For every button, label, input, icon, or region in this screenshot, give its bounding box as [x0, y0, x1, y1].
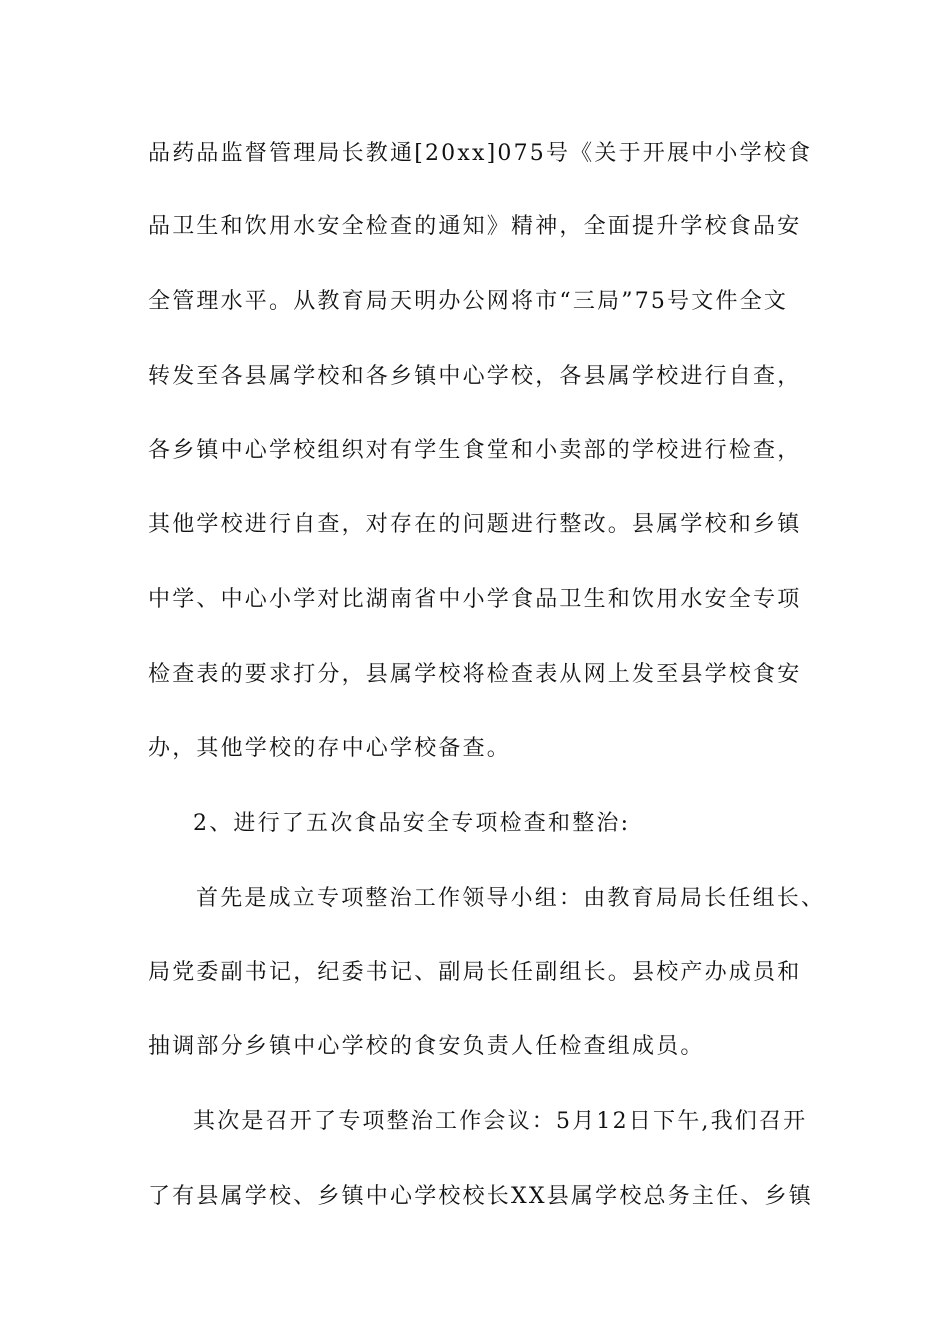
text-line-5: 各乡镇中心学校组织对有学生食堂和小卖部的学校进行检查，: [148, 438, 802, 463]
text-line-1: 品药品监督管理局长教通[20xx]075号《关于开展中小学校食: [148, 141, 813, 166]
text-line-3: 全管理水平。从教育局天明办公网将市“三局”75号文件全文: [148, 289, 789, 314]
text-line-13: 抽调部分乡镇中心学校的食安负责人任检查组成员。: [148, 1034, 705, 1059]
text-line-7: 中学、中心小学对比湖南省中小学食品卫生和饮用水安全专项: [148, 587, 802, 612]
text-line-6: 其他学校进行自查，对存在的问题进行整改。县属学校和乡镇: [148, 512, 802, 537]
text-line-11: 首先是成立专项整治工作领导小组：由教育局局长任组长、: [196, 886, 826, 911]
text-line-15: 了有县属学校、乡镇中心学校校长XX县属学校总务主任、乡镇: [148, 1184, 813, 1209]
text-line-9: 办，其他学校的存中心学校备查。: [148, 736, 512, 761]
section-heading: 2、进行了五次食品安全专项检查和整治:: [193, 811, 631, 836]
text-line-12: 局党委副书记，纪委书记、副局长任副组长。县校产办成员和: [148, 960, 802, 985]
text-line-2: 品卫生和饮用水安全检查的通知》精神，全面提升学校食品安: [148, 214, 802, 239]
text-line-8: 检查表的要求打分，县属学校将检查表从网上发至县学校食安: [148, 662, 802, 687]
text-line-14: 其次是召开了专项整治工作会议：5月12日下午,我们召开: [193, 1109, 808, 1134]
text-line-4: 转发至各县属学校和各乡镇中心学校，各县属学校进行自查，: [148, 364, 802, 389]
